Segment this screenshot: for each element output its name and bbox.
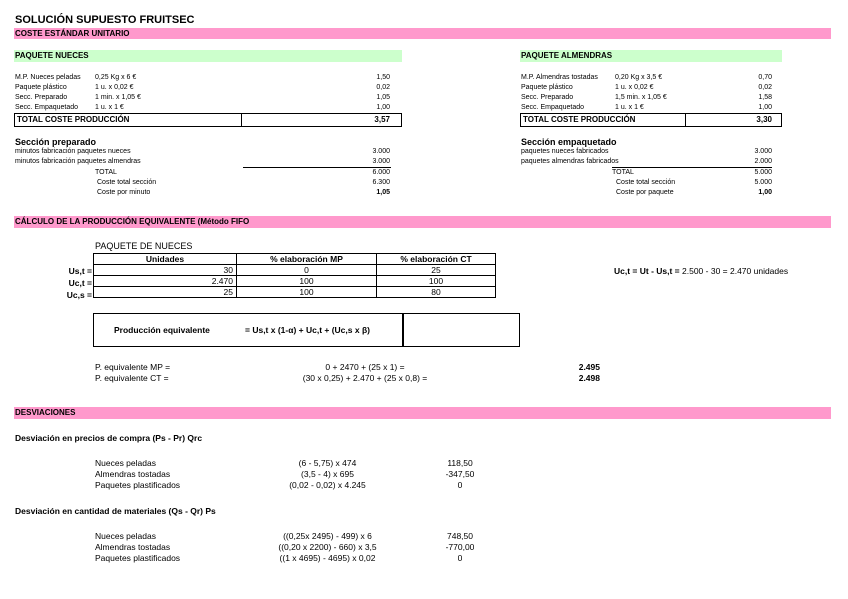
table-cell: 100 <box>377 276 496 287</box>
list-item-label: Almendras tostadas <box>95 542 171 552</box>
almendras-row-value: 1,58 <box>758 94 772 101</box>
nueces-row-value: 1,00 <box>376 104 390 111</box>
precios-title: Desviación en precios de compra (Ps - Pr) Qrc <box>15 433 203 443</box>
list-item-value: 0 <box>457 553 463 563</box>
preparado-total-label: TOTAL <box>95 169 117 176</box>
preparado-coste-value: 6.300 <box>372 179 390 186</box>
preparado-coste-label: Coste total sección <box>97 179 157 186</box>
almendras-row-label: M.P. Almendras tostadas <box>521 74 598 81</box>
list-item-value: -770,00 <box>445 542 475 552</box>
subtitle-band <box>14 28 831 39</box>
almendras-row-label: Paquete plástico <box>521 84 573 91</box>
list-item-expr: (3,5 - 4) x 695 <box>301 469 354 479</box>
col-header-ct: % elaboración CT <box>377 254 496 265</box>
nueces-row-detail: 1 min. x 1,05 € <box>95 94 141 101</box>
nueces-row-value: 1,05 <box>376 94 390 101</box>
subtitle: COSTE ESTÁNDAR UNITARIO <box>15 29 130 38</box>
nueces-row-label: M.P. Nueces peladas <box>15 74 81 81</box>
preparado-line2-label: minutos fabricación paquetes almendras <box>15 158 141 165</box>
cantidad-title: Desviación en cantidad de materiales (Qs - Qr) Ps <box>15 506 216 516</box>
ct-value: 2.498 <box>578 373 600 383</box>
list-item-value: 748,50 <box>447 531 473 541</box>
list-item-expr: (6 - 5,75) x 474 <box>298 458 357 468</box>
empaquetado-header: Sección empaquetado <box>521 137 617 147</box>
list-item-label: Almendras tostadas <box>95 469 171 479</box>
mp-value: 2.495 <box>578 362 600 372</box>
almendras-row-detail: 1 u. x 1 € <box>615 104 644 111</box>
nueces-row-detail: 1 u. x 1 € <box>95 104 124 111</box>
almendras-header: PAQUETE ALMENDRAS <box>521 51 613 60</box>
list-item-value: 118,50 <box>447 458 473 468</box>
table-cell: 0 <box>237 265 377 276</box>
pe-formula: = Us,t x (1-α) + Uc,t + (Uc,s x β) <box>245 325 370 335</box>
almendras-row-label: Secc. Empaquetado <box>521 104 585 111</box>
calculo-table-title: PAQUETE DE NUECES <box>95 241 193 251</box>
uct-formula <box>614 266 788 276</box>
nueces-row-detail: 1 u. x 0,02 € <box>95 84 134 91</box>
empaquetado-total-label: TOTAL <box>612 169 634 176</box>
almendras-total-label: TOTAL COSTE PRODUCCIÓN <box>523 115 636 124</box>
ct-label: P. equivalente CT = <box>95 373 169 383</box>
ct-expr: (30 x 0,25) + 2.470 + (25 x 0,8) = <box>302 373 428 383</box>
empaquetado-coste-value: 5.000 <box>754 179 772 186</box>
col-header-mp: % elaboración MP <box>237 254 377 265</box>
nueces-row-label: Paquete plástico <box>15 84 67 91</box>
almendras-row-value: 0,02 <box>758 84 772 91</box>
preparado-line2-value: 3.000 <box>372 158 390 165</box>
nueces-row-value: 1,50 <box>376 74 390 81</box>
nueces-row-value: 0,02 <box>376 84 390 91</box>
almendras-row-value: 1,00 <box>758 104 772 111</box>
empaquetado-total-value: 5.000 <box>754 169 772 176</box>
table-row <box>94 287 496 298</box>
preparado-header: Sección preparado <box>15 137 97 147</box>
almendras-row-value: 0,70 <box>758 74 772 81</box>
list-item-expr: ((1 x 4695) - 4695) x 0,02 <box>279 553 376 563</box>
almendras-row-detail: 1,5 min. x 1,05 € <box>615 94 667 101</box>
preparado-sum-line <box>243 167 391 168</box>
preparado-line1-label: minutos fabricación paquetes nueces <box>15 148 131 155</box>
table-cell: 100 <box>237 276 377 287</box>
list-item-label: Nueces peladas <box>95 458 156 468</box>
table-cell: 80 <box>377 287 496 298</box>
uct-formula-bold: Uc,t = Ut - Us,t = <box>614 266 680 276</box>
table-header-row <box>94 254 496 265</box>
table-cell: 2.470 <box>94 276 237 287</box>
list-item-label: Paquetes plastificados <box>95 480 181 490</box>
empaquetado-line2-label: paquetes almendras fabricados <box>521 158 619 165</box>
desviaciones-band <box>14 407 831 419</box>
nueces-row-label: Secc. Empaquetado <box>15 104 79 111</box>
list-item-expr: (0,02 - 0,02) x 4.245 <box>289 480 366 490</box>
empaquetado-coste-label: Coste total sección <box>616 179 676 186</box>
table-row <box>94 265 496 276</box>
table-cell: 25 <box>377 265 496 276</box>
nueces-row-label: Secc. Preparado <box>15 94 68 101</box>
produccion-table <box>93 253 496 298</box>
table-row <box>94 276 496 287</box>
list-item-expr: ((0,20 x 2200) - 660) x 3,5 <box>278 542 377 552</box>
nueces-row-detail: 0,25 Kg x 6 € <box>95 74 137 81</box>
list-item-value: 0 <box>457 480 463 490</box>
list-item-label: Nueces peladas <box>95 531 156 541</box>
list-item-expr: ((0,25x 2495) - 499) x 6 <box>283 531 372 541</box>
page-title: SOLUCIÓN SUPUESTO FRUITSEC <box>15 14 195 26</box>
table-cell: 30 <box>94 265 237 276</box>
empaquetado-line1-value: 3.000 <box>754 148 772 155</box>
row-label-ucs: Uc,s = <box>66 290 92 300</box>
preparado-unit-label: Coste por minuto <box>97 189 151 196</box>
preparado-line1-value: 3.000 <box>372 148 390 155</box>
empaquetado-unit-label: Coste por paquete <box>616 189 674 196</box>
almendras-row-label: Secc. Preparado <box>521 94 574 101</box>
nueces-total-value: 3,57 <box>374 115 390 124</box>
preparado-unit-value: 1,05 <box>376 189 390 196</box>
list-item-value: -347,50 <box>445 469 475 479</box>
uct-formula-rest: 2.500 - 30 = 2.470 unidades <box>679 266 789 276</box>
row-label-uct: Uc,t = <box>68 278 92 288</box>
table-cell: 25 <box>94 287 237 298</box>
empaquetado-line2-value: 2.000 <box>754 158 772 165</box>
list-item-label: Paquetes plastificados <box>95 553 181 563</box>
empaquetado-line1-label: paquetes nueces fabricados <box>521 148 609 155</box>
pe-box-right <box>402 313 520 347</box>
row-label-ust: Us,t = <box>68 266 92 276</box>
col-header-unidades: Unidades <box>94 254 237 265</box>
almendras-total-value: 3,30 <box>756 115 772 124</box>
empaquetado-unit-value: 1,00 <box>758 189 772 196</box>
mp-expr: 0 + 2470 + (25 x 1) = <box>325 362 405 372</box>
table-cell: 100 <box>237 287 377 298</box>
pe-label: Producción equivalente <box>114 325 210 335</box>
desviaciones-header: DESVIACIONES <box>15 408 76 417</box>
almendras-row-detail: 0,20 Kg x 3,5 € <box>615 74 663 81</box>
nueces-header: PAQUETE NUECES <box>15 51 89 60</box>
preparado-total-value: 6.000 <box>372 169 390 176</box>
empaquetado-sum-line <box>612 167 772 168</box>
calculo-header: CÁLCULO DE LA PRODUCCIÓN EQUIVALENTE (Método FIFO <box>15 217 250 226</box>
mp-label: P. equivalente MP = <box>95 362 171 372</box>
nueces-total-label: TOTAL COSTE PRODUCCIÓN <box>17 115 130 124</box>
almendras-row-detail: 1 u. x 0,02 € <box>615 84 654 91</box>
